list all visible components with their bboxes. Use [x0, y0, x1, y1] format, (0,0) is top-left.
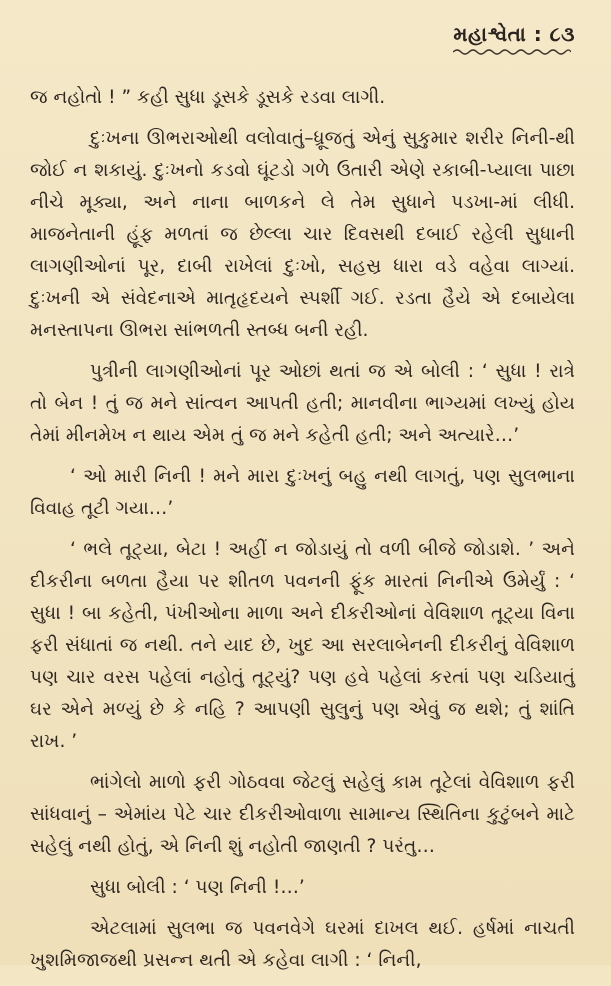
page-header	[453, 22, 575, 56]
paragraph-4: ‘ ઓ મારી નિની ! મને મારા દુઃખનું બહુ નથી લાગતું, પણ સુલભાના વિવાહ તૂટી ગયા…’	[30, 466, 575, 519]
paragraph-5: ‘ ભલે તૂટ્યા, બેટા ! અહીં ન જોડાયું તો વળી બીજે જોડાશે. ’ અને દીકરીના બળતા હૈયા પર શીતળ પવનની ફૂંક મારતાં નિનીએ ઉમેર્યું : ‘ સુધા ! બા કહેતી, પંખીઓના માળા અને દીકરીઓનાં વેવિશાળ તૂટ્યા વિના ફરી સંધાતાં જ નથી. તને યાદ છે, ખુદ આ સરલાબેનની દીકરીનું વેવિશાળ પણ ચાર વરસ પહેલાં નહોતું તૂટ્યું? પણ હવે પહેલાં કરતાં પણ ચડિયાતું ઘર એને મળ્યું છે કે નહિ ? આપણી સુલુનું પણ એવું જ થશે; તું શાંતિ રાખ. ’	[30, 539, 575, 752]
body-text	[30, 82, 575, 986]
wavy-underline-ornament	[453, 48, 571, 56]
paragraph-7: સુધા બોલી : ‘ પણ નિની !…’	[90, 877, 305, 898]
paragraph-2: દુઃખના ઊભરાઓથી વલોવાતું–ધ્રૂજતું એનું સુકુમાર શરીર નિની-થી જોઈ ન શકાયું. દુઃખનો કડવો ઘૂંટડો ગળે ઉતારી એણે રકાબી-પ્યાલા પાછા નીચે મૂક્યા, અને નાના બાળકને લે તેમ સુધાને પડખા-માં લીધી. મા‌જનેતાની હૂંફ મળતાં જ છેલ્લા ચાર દિવસથી દબાઈ રહેલી સુધાની લાગણીઓનાં પૂર, દાબી રાખેલાં દુઃખો, સહસ્ર ધારા વડે વહેવા લાગ્યાં. દુઃખની એ સંવેદનાએ માતૃહૃદયને સ્પર્શી ગઈ. રડતા હૈયે એ દબાયેલા મનસ્તાપના ઊભરા સાંભળતી સ્તબ્ધ બની રહી.	[30, 128, 575, 341]
paragraph-3: પુત્રીની લાગણીઓનાં પૂર ઓછાં થતાં જ એ બોલી : ‘ સુધા ! રાત્રે તો બેન ! તું જ મને સાંત્વન આપતી હતી; માનવીના ભાગ્યમાં લખ્યું હોય તેમાં મીનમેખ ન થાય એમ તું જ મને કહેતી હતી; અને અત્યારે…’	[30, 361, 575, 446]
running-title: મહાશ્વેતા : ૮૩	[453, 22, 575, 46]
paragraph-1: જ નહોતો ! ” કહી સુધા ડૂસકે ડૂસકે રડવા લાગી.	[30, 87, 386, 108]
paragraph-8: એટલામાં સુલભા જ પવનવેગે ઘરમાં દાખલ થઈ. હર્ષમાં નાચતી ખુશમિજાજથી પ્રસન્ન થતી એ કહેવા લાગી : ‘ નિની,	[30, 918, 575, 971]
paragraph-6: ભાંગેલો માળો ફરી ગોઠવવા જેટલું સહેલું કામ તૂટેલાં વેવિશાળ ફરી સાંધવાનું – એમાંય પેટે ચાર દીકરીઓવાળા સામાન્ય સ્થિતિના કુટુંબને માટે સહેલું નથી હોતું, એ નિની શું નહોતી જાણતી ? પરંતુ…	[30, 772, 575, 857]
